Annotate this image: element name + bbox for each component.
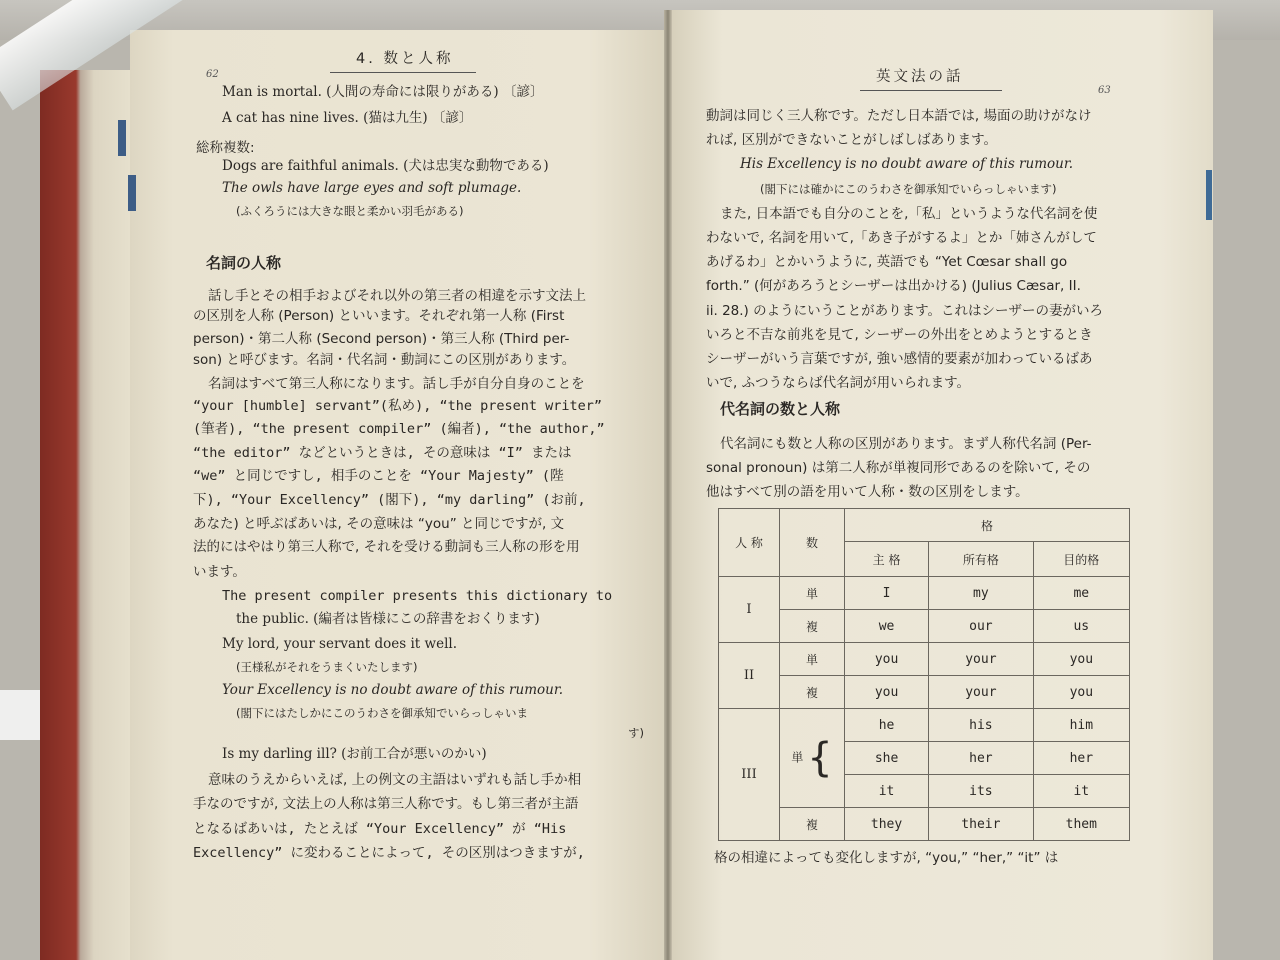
table-cell: you — [1033, 643, 1129, 676]
example-line: The owls have large eyes and soft plumage. — [222, 180, 522, 196]
table-cell: me — [1033, 577, 1129, 610]
body-line: 他はすべて別の語を用いて人称・数の区別をします。 — [706, 484, 1029, 500]
example-line: A cat has nine lives. (猫は九生) 〔諺〕 — [222, 110, 473, 126]
body-line: あげるわ」とかいうように, 英語でも “Yet Cœsar shall go — [706, 254, 1068, 270]
body-line: 意味のうえからいえば, 上の例文の主語はいずれも話し手か相 — [208, 772, 582, 788]
example-line: the public. (編者は皆様にこの辞書をおくります) — [236, 611, 540, 627]
person-cell: III — [719, 709, 780, 841]
table-row — [719, 808, 1130, 841]
table-cell: she — [845, 742, 929, 775]
running-head-rule — [330, 72, 476, 73]
body-line: (筆者), “the present compiler” (編者), “the author,” — [193, 421, 605, 437]
body-line: son) と呼びます。名詞・代名詞・動詞にこの区別があります。 — [193, 352, 576, 368]
body-line: person)・第二人称 (Second person)・第三人称 (Third per- — [193, 331, 570, 347]
header-case: 格 — [845, 509, 1130, 542]
left-running-head: 4. 数と人称 — [356, 51, 454, 67]
book-gutter — [664, 10, 672, 960]
body-line: forth.” (何があろうとシーザーは出かける) (Julius Cæsar, II. — [706, 278, 1081, 294]
table-cell: you — [1033, 676, 1129, 709]
body-line: 代名詞にも数と人称の区別があります。まず人称代名詞 (Per- — [720, 436, 1092, 452]
number-cell: 単 — [780, 643, 845, 676]
page-tab-blue-2 — [128, 175, 136, 211]
body-line: 手なのですが, 文法上の人称は第三人称です。もし第三者が主語 — [193, 796, 579, 812]
number-cell: 複 — [780, 610, 845, 643]
number-cell — [780, 709, 845, 808]
header-possessive: 所有格 — [929, 542, 1034, 577]
person-cell: II — [719, 643, 780, 709]
table-row — [719, 709, 1130, 742]
glass-weight-lower — [0, 690, 40, 740]
table-cell: I — [845, 577, 929, 610]
left-page-number: 62 — [206, 69, 219, 80]
number-label: 単 — [791, 750, 804, 765]
body-line: “we” と同じですし, 相手のことを “Your Majesty” (陛 — [193, 468, 564, 484]
table-cell: he — [845, 709, 929, 742]
body-line: 話し手とその相手およびそれ以外の第三者の相違を示す文法上 — [208, 288, 586, 304]
header-person: 人 称 — [719, 509, 780, 577]
table-cell: her — [1033, 742, 1129, 775]
number-cell: 複 — [780, 808, 845, 841]
example-line: Dogs are faithful animals. (犬は忠実な動物である) — [222, 158, 549, 174]
table-cell: your — [929, 676, 1034, 709]
right-running-head: 英文法の話 — [876, 69, 964, 85]
body-line: わないで, 名詞を用いて,「あき子がするよ」とか「姉さんがして — [706, 230, 1097, 246]
table-row — [719, 610, 1130, 643]
body-line: いろと不吉な前兆を見て, シーザーの外出をとめようとするとき — [706, 327, 1093, 343]
translation-line: (閣下には確かにこのうわさを御承知でいらっしゃいます) — [760, 182, 1057, 196]
section-heading: 代名詞の数と人称 — [720, 400, 841, 418]
example-line: Your Excellency is no doubt aware of this rumour. — [222, 682, 564, 698]
body-line: シーザーがいう言葉ですが, 強い感情的要素が加わっているばあ — [706, 351, 1093, 367]
example-line: The present compiler presents this dictionary to — [222, 588, 613, 604]
body-line: 下), “Your Excellency” (閣下), “my darling” (お前, — [193, 492, 586, 508]
header-objective: 目的格 — [1033, 542, 1129, 577]
running-head-rule — [860, 90, 1002, 91]
body-line: あなた) と呼ぶばあいは, その意味は “you” と同じですが, 文 — [193, 516, 565, 532]
table-cell: our — [929, 610, 1034, 643]
book-binding — [40, 70, 130, 960]
subheading-line: 総称複数: — [196, 140, 255, 156]
table-cell: him — [1033, 709, 1129, 742]
number-cell: 単 — [780, 577, 845, 610]
body-line: れば, 区別ができないことがしばしばあります。 — [706, 132, 998, 148]
table-row — [719, 577, 1130, 610]
translation-line: (王様私がそれをうまくいたします) — [236, 660, 418, 674]
pronoun-table — [718, 508, 1130, 841]
body-line: ii. 28.) のようにいうことがあります。これはシーザーの妻がいろ — [706, 303, 1104, 319]
table-cell: it — [1033, 775, 1129, 808]
example-line: Man is mortal. (人間の寿命には限りがある) 〔諺〕 — [222, 84, 544, 100]
table-cell: you — [845, 676, 929, 709]
number-cell: 複 — [780, 676, 845, 709]
table-cell: her — [929, 742, 1034, 775]
body-line: 法的にはやはり第三人称で, それを受ける動詞も三人称の形を用 — [193, 539, 580, 555]
body-line: 動詞は同じく三人称です。ただし日本語では, 場面の助けがなけ — [706, 108, 1092, 124]
translation-line: (閣下にはたしかにこのうわさを御承知でいらっしゃいま — [236, 706, 528, 720]
translation-line: (ふくろうには大きな眼と柔かい羽毛がある) — [236, 204, 464, 218]
table-cell: his — [929, 709, 1034, 742]
table-cell: its — [929, 775, 1034, 808]
body-line: 名詞はすべて第三人称になります。話し手が自分自身のことを — [208, 376, 585, 392]
body-line: の区別を人称 (Person) といいます。それぞれ第一人称 (First — [193, 308, 565, 324]
table-cell: my — [929, 577, 1034, 610]
table-row — [719, 643, 1130, 676]
page-tab-blue — [118, 120, 126, 156]
body-line: Excellency” に変わることによって, その区別はつきますが, — [193, 845, 585, 861]
page-tab-blue-right — [1206, 170, 1212, 220]
brace-icon: { — [807, 735, 833, 781]
person-cell: I — [719, 577, 780, 643]
table-cell: you — [845, 643, 929, 676]
table-cell: they — [845, 808, 929, 841]
table-cell: it — [845, 775, 929, 808]
right-page-number: 63 — [1098, 85, 1111, 96]
example-line: His Excellency is no doubt aware of this rumour. — [740, 156, 1074, 172]
table-cell: we — [845, 610, 929, 643]
example-line: My lord, your servant does it well. — [222, 636, 457, 652]
body-line: “your [humble] servant”(私め), “the present writer” — [193, 398, 603, 414]
table-cell: them — [1033, 808, 1129, 841]
table-cell: us — [1033, 610, 1129, 643]
body-line: また, 日本語でも自分のことを,「私」というような代名詞を使 — [720, 206, 1098, 222]
body-line: となるばあいは, たとえば “Your Excellency” が “His — [193, 821, 567, 837]
translation-line: す) — [628, 726, 644, 740]
body-line: “the editor” などというときは, その意味は “I” または — [193, 445, 572, 461]
header-nominative: 主 格 — [845, 542, 929, 577]
body-line: います。 — [193, 564, 246, 580]
table-cell: their — [929, 808, 1034, 841]
body-line: 格の相違によっても変化しますが, “you,” “her,” “it” は — [714, 850, 1059, 866]
example-line: Is my darling ill? (お前工合が悪いのかい) — [222, 746, 487, 762]
header-number: 数 — [780, 509, 845, 577]
table-row — [719, 676, 1130, 709]
body-line: sonal pronoun) は第二人称が単複同形であるのを除いて, その — [706, 460, 1091, 476]
section-heading: 名詞の人称 — [206, 254, 282, 272]
body-line: いで, ふつうならば代名詞が用いられます。 — [706, 375, 971, 391]
table-cell: your — [929, 643, 1034, 676]
